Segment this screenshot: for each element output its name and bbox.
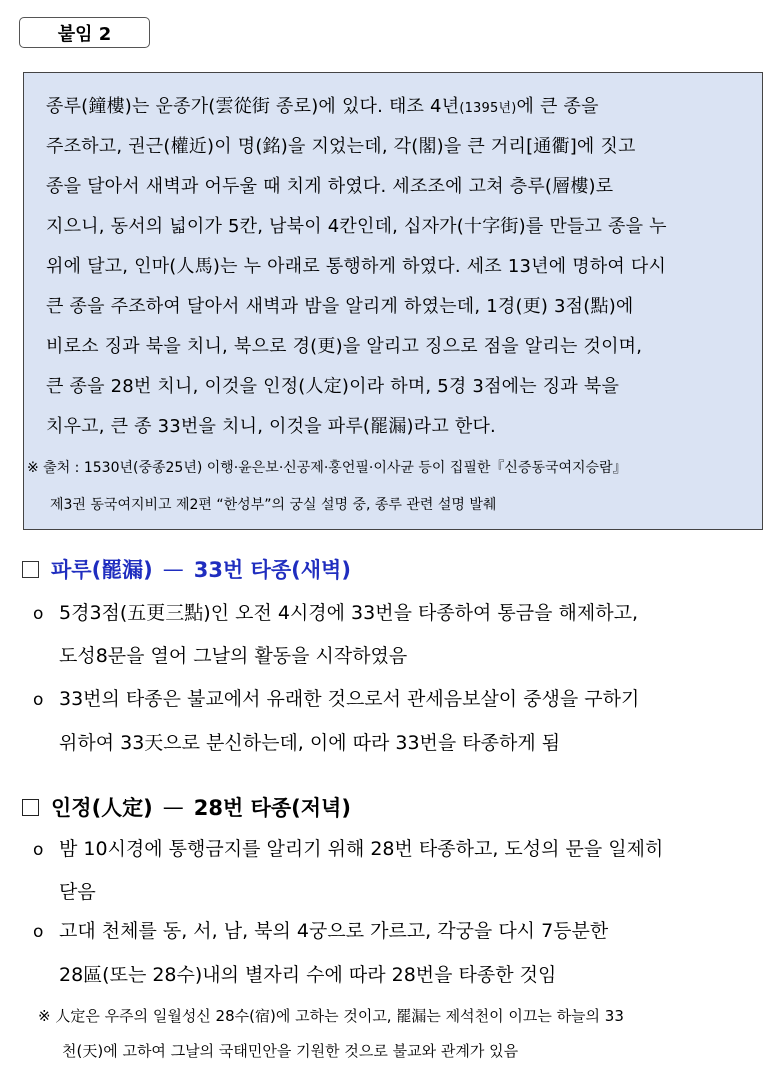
section-title: 파루(罷漏) [51,558,153,582]
attachment-label: 붙임 2 [19,17,150,48]
quote-line-5: 위에 달고, 인마(人馬)는 누 아래로 통행하게 하였다. 세조 13년에 명하여 다시 [46,256,667,277]
bullet-continuation: 위하여 33天으로 분신하는데, 이에 따라 33번을 타종하게 됨 [59,732,561,754]
bullet-item: o 고대 천체를 동, 서, 남, 북의 4궁으로 가르고, 각궁을 다시 7등분한 [33,920,609,942]
section-heading-injeong [22,792,351,822]
quote-box [23,72,763,530]
section-title: 인정(人定) [51,796,153,820]
section-subtitle: 33번 타종(새벽) [193,558,351,582]
footnote-line-1: ※ 人定은 우주의 일월성신 28수(宿)에 고하는 것이고, 罷漏는 제석천이 이끄는 하늘의 33 [38,1007,624,1025]
source-note-line-2: 제3권 동국여지비고 제2편 “한성부”의 궁실 설명 중, 종루 관련 설명 발췌 [50,497,497,513]
bullet-circle-icon: o [33,840,44,860]
quote-line-7: 비로소 징과 북을 치니, 북으로 경(更)을 알리고 징으로 점을 알리는 것이며, [46,336,643,357]
title-dash: — [162,795,184,819]
bullet-continuation: 28區(또는 28수)내의 별자리 수에 따라 28번을 타종한 것임 [59,964,557,986]
source-note-line-1: ※ 출처 : 1530년(중종25년) 이행·윤은보·신공제·홍언필·이사균 등이 집필한『신증동국여지승람』 [27,460,627,476]
bullet-item: o 5경3점(五更三點)인 오전 4시경에 33번을 타종하여 통금을 해제하고, [33,602,638,624]
bullet-circle-icon: o [33,690,44,710]
quote-line-6: 큰 종을 주조하여 달아서 새벽과 밤을 알리게 하였는데, 1경(更) 3점(點)에 [46,296,634,317]
section-heading-paru [22,554,351,584]
bullet-item: o 밤 10시경에 통행금지를 알리기 위해 28번 타종하고, 도성의 문을 일제히 [33,838,664,860]
bullet-circle-icon: o [33,604,44,624]
title-dash: — [162,557,184,581]
footnote-line-2: 천(天)에 고하여 그날의 국태민안을 기원한 것으로 불교와 관계가 있음 [62,1042,519,1060]
quote-line-9: 치우고, 큰 종 33번을 치니, 이것을 파루(罷漏)라고 한다. [46,416,496,437]
bullet-circle-icon: o [33,922,44,942]
quote-line-8: 큰 종을 28번 치니, 이것을 인정(人定)이라 하며, 5경 3점에는 징과 북을 [46,376,620,397]
bullet-continuation: 닫음 [59,881,96,903]
bullet-item: o 33번의 타종은 불교에서 유래한 것으로서 관세음보살이 중생을 구하기 [33,688,640,710]
section-subtitle: 28번 타종(저녁) [193,796,351,820]
bullet-continuation: 도성8문을 열어 그날의 활동을 시작하였음 [59,645,408,667]
checkbox-square-icon [22,799,39,816]
checkbox-square-icon [22,561,39,578]
quote-line-3: 종을 달아서 새벽과 어두울 때 치게 하였다. 세조조에 고쳐 층루(層樓)로 [46,176,614,197]
quote-line-1: 종루(鐘樓)는 운종가(雲從街 종로)에 있다. 태조 4년(1395년)에 큰 종을 [46,96,599,117]
quote-line-2: 주조하고, 권근(權近)이 명(銘)을 지었는데, 각(閣)을 큰 거리[通衢]에 짓고 [46,136,636,157]
quote-line-4: 지으니, 동서의 넓이가 5칸, 남북이 4칸인데, 십자가(十字街)를 만들고 종을 누 [46,216,667,237]
